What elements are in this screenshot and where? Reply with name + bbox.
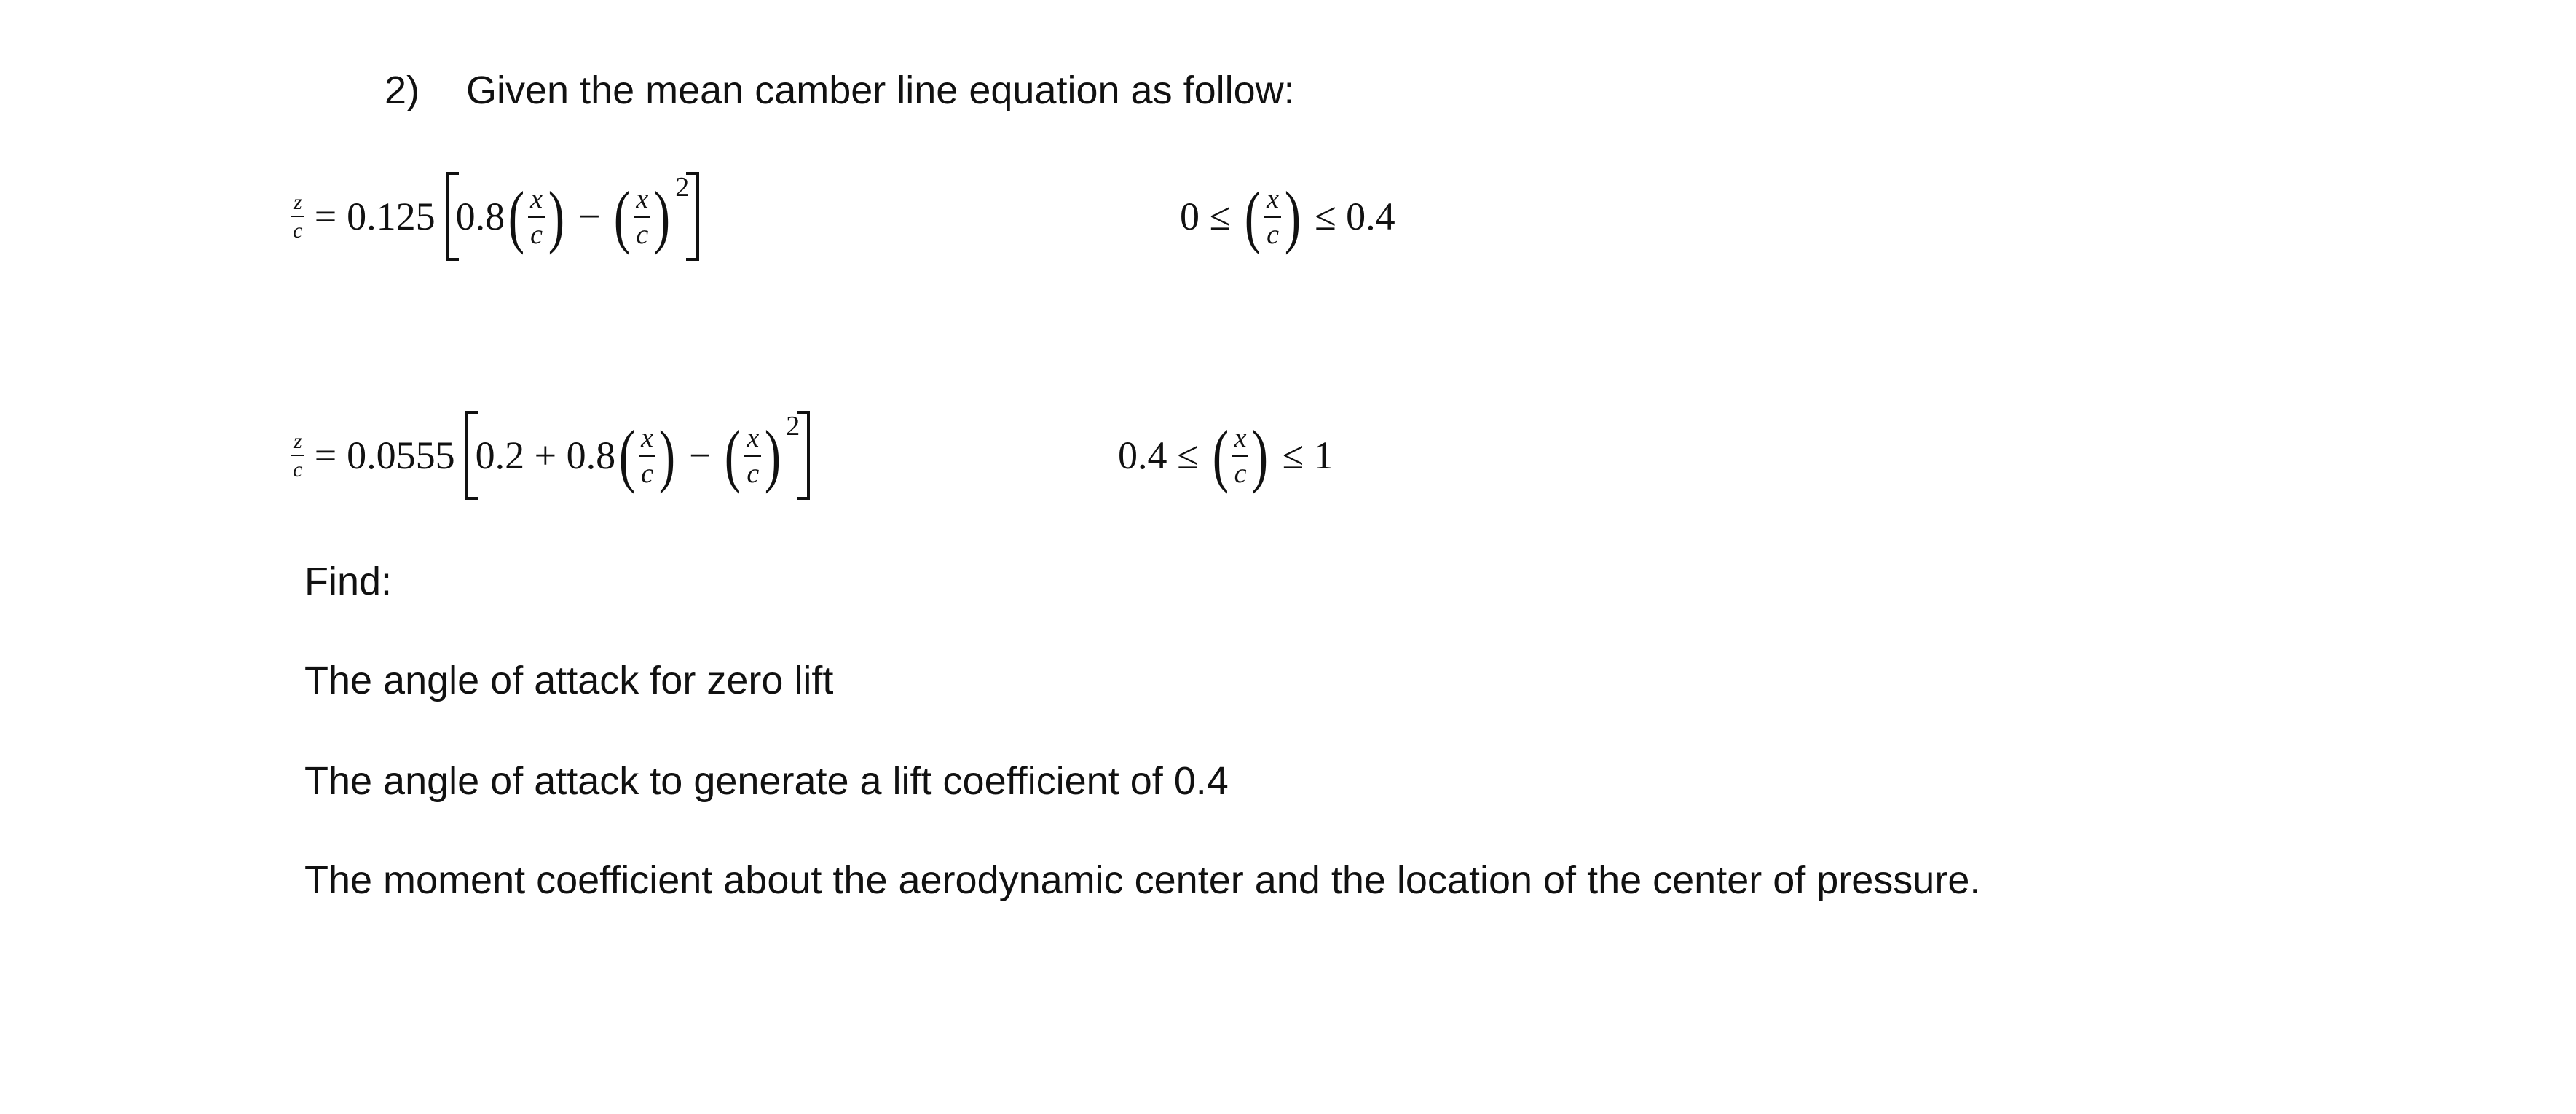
problem-statement: Given the mean camber line equation as follow:	[466, 68, 1295, 112]
equals-sign: =	[314, 434, 337, 477]
find-label: Find:	[304, 560, 393, 603]
range-condition-front	[1180, 169, 1395, 264]
paren-fraction-squared: ( $\frac{x}{c}$ )	[614, 177, 671, 255]
coefficient: 0.125	[347, 195, 436, 238]
camber-equation-rear	[291, 408, 810, 503]
condition-right: ≤ 1	[1282, 434, 1334, 477]
find-item-lift-coefficient: The angle of attack to generate a lift coefficient of 0.4	[304, 759, 1229, 803]
paren-fraction: ( $\frac{x}{c}$ )	[508, 177, 565, 255]
lhs-fraction: $\frac{z}{c}$	[291, 431, 304, 481]
minus-sign: −	[688, 434, 712, 477]
condition-fraction: ( $\frac{x}{c}$ )	[1244, 177, 1301, 255]
problem-number: 2)	[385, 68, 420, 112]
find-item-moment-coefficient: The moment coefficient about the aerodynamic center and the location of the center of pressure.	[304, 858, 1981, 902]
paren-fraction: ( $\frac{x}{c}$ )	[618, 416, 676, 494]
problem-heading	[385, 64, 1295, 117]
exponent: 2	[786, 411, 800, 442]
condition-fraction: ( $\frac{x}{c}$ )	[1212, 416, 1269, 494]
condition-left: 0.4 ≤	[1118, 434, 1199, 477]
minus-sign: −	[578, 195, 601, 238]
coefficient: 0.0555	[347, 434, 455, 477]
lhs-fraction: $\frac{z}{c}$	[291, 192, 304, 242]
term-prefix: 0.8	[455, 195, 505, 238]
condition-left: 0 ≤	[1180, 195, 1232, 238]
range-condition-rear	[1118, 408, 1334, 503]
camber-equation-front	[291, 169, 699, 264]
condition-right: ≤ 0.4	[1314, 195, 1395, 238]
paren-fraction-squared: ( $\frac{x}{c}$ )	[725, 416, 781, 494]
bracket-expression	[465, 411, 811, 500]
term-prefix: 0.2 + 0.8	[475, 434, 616, 477]
equals-sign: =	[314, 195, 337, 238]
bracket-expression	[446, 172, 700, 261]
find-item-zero-lift: The angle of attack for zero lift	[304, 659, 834, 702]
exponent: 2	[675, 172, 690, 203]
